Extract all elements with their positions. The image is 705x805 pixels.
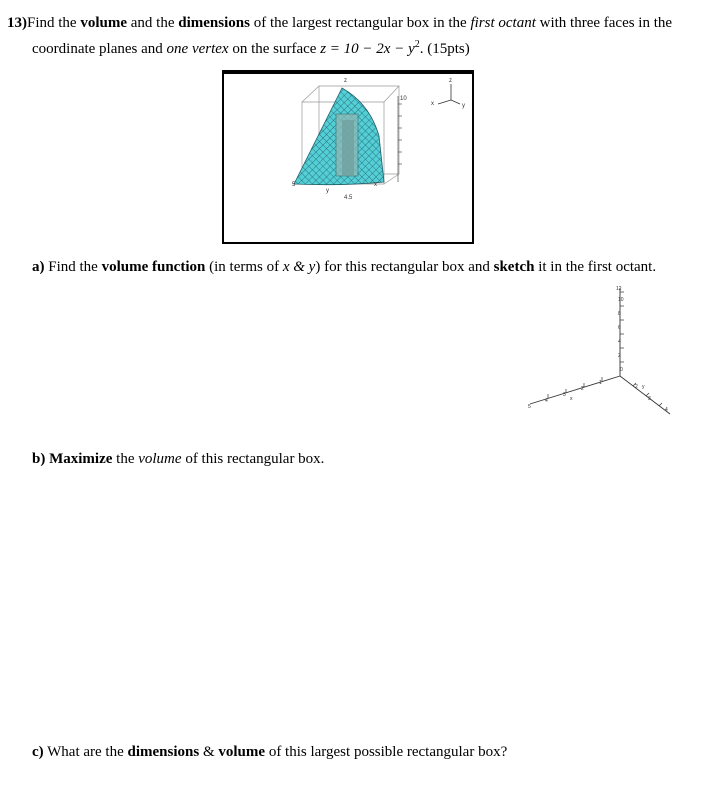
orient-z: z (449, 78, 452, 84)
problem-number: 13) (7, 15, 27, 31)
x-tick-3: 3 (563, 392, 566, 398)
surface-equation: z = 10 − 2x − y (320, 41, 415, 57)
part-b-label: b) (32, 451, 46, 467)
term-dimensions: dimensions (178, 15, 250, 31)
x-axis-tick-marks (548, 377, 602, 398)
part-a-label: a) (32, 259, 45, 275)
orient-y: y (462, 103, 465, 109)
term-volume-function: volume function (101, 259, 206, 275)
inscribed-box-face (342, 120, 354, 176)
z-tick-4: 4 (618, 339, 621, 345)
axes-sketch (520, 280, 680, 420)
term-volume-italic: volume (138, 451, 182, 467)
x-tick-5: 5 (528, 404, 531, 410)
part-a-question: a) Find the volume function (in terms of x & y) for this rectangular box and sketch it in the first octant. (32, 259, 657, 275)
y-tick-2: 2 (635, 384, 638, 390)
fig-tick-4-5: 4.5 (344, 195, 353, 201)
term-dimensions-c: dimensions (127, 744, 200, 760)
y-axis (620, 376, 670, 414)
orient-x: x (431, 101, 434, 107)
term-x-and-y: x & y (282, 259, 316, 275)
y-tick-3: 3 (648, 396, 651, 402)
x-axis (530, 376, 620, 404)
surface-plot-svg (224, 74, 472, 242)
term-volume-c: volume (218, 744, 266, 760)
term-sketch: sketch (493, 259, 535, 275)
fig-axis-z: z (344, 78, 347, 84)
part-c-question: c) What are the dimensions & volume of this largest possible rectangular box? (32, 744, 508, 760)
x-axis-label: x (570, 396, 573, 402)
x-tick-4: 4 (545, 398, 548, 404)
y-tick-4: 4 (665, 407, 668, 413)
fig-tick-10: 10 (400, 96, 407, 102)
x-tick-1: 1 (599, 380, 602, 386)
z-tick-8: 8 (618, 311, 621, 317)
term-maximize: Maximize (45, 451, 113, 467)
part-c-label: c) (32, 744, 44, 760)
fig-axis-x: x (374, 182, 377, 188)
z-tick-6: 6 (618, 325, 621, 331)
orientation-glyph (438, 84, 460, 104)
z-axis-ticks (398, 96, 402, 182)
z-tick-0: 0 (620, 367, 623, 373)
term-one-vertex: one vertex (166, 41, 229, 57)
z-tick-10: 10 (618, 297, 624, 303)
part-b-question: b) Maximize the volume of this rectangular box. (32, 451, 325, 467)
y-axis-label: y (642, 384, 645, 390)
surface-plot-figure (222, 70, 474, 244)
term-first-octant: first octant (470, 15, 536, 31)
fig-axis-y: y (326, 188, 329, 194)
equation-exponent: 2 (414, 39, 420, 50)
z-tick-12: 12 (616, 286, 622, 292)
fig-tick-5: 5 (292, 182, 296, 188)
problem-statement-line1: 13)Find the volume and the dimensions of the largest rectangular box in the first octant with three faces in the (7, 15, 673, 31)
x-tick-2: 2 (581, 386, 584, 392)
term-volume: volume (80, 15, 128, 31)
problem-statement-line2: coordinate planes and one vertex on the surface $z = 10 - 2x - y^2$. (15pts) (32, 39, 470, 57)
z-tick-2: 2 (618, 353, 621, 359)
